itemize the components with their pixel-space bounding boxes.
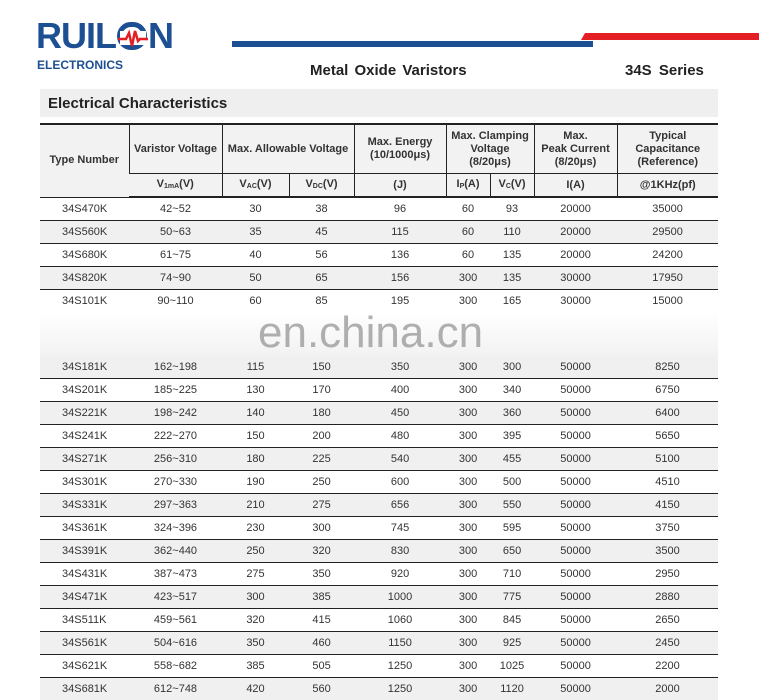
unit-vdc: $V_{DC}(V)$ (289, 174, 354, 198)
cell-energy: 156 (354, 267, 446, 290)
cell-type-number: 34S820K (40, 267, 129, 290)
header-stripe-red (590, 33, 759, 40)
cell-vdc: 180 (289, 402, 354, 425)
cell-capacitance: 4510 (617, 471, 718, 494)
cell-ip: 300 (446, 540, 490, 563)
table-row (40, 678, 718, 700)
cell-energy: 350 (354, 356, 446, 379)
section-title: Electrical Characteristics (48, 95, 227, 112)
cell-peak-current: 50000 (534, 448, 617, 471)
cell-peak-current: 50000 (534, 517, 617, 540)
cell-energy: 195 (354, 290, 446, 313)
cell-varistor-voltage: 387~473 (129, 563, 222, 586)
cell-vdc: 200 (289, 425, 354, 448)
watermark: en.china.cn (258, 308, 483, 358)
cell-vdc: 415 (289, 609, 354, 632)
cell-vc: 300 (490, 356, 534, 379)
cell-ip: 300 (446, 402, 490, 425)
cell-varistor-voltage: 185~225 (129, 379, 222, 402)
table-header-row (40, 124, 718, 174)
cell-energy: 1000 (354, 586, 446, 609)
cell-capacitance: 2880 (617, 586, 718, 609)
cell-varistor-voltage: 222~270 (129, 425, 222, 448)
cell-capacitance: 4150 (617, 494, 718, 517)
cell-varistor-voltage: 324~396 (129, 517, 222, 540)
cell-type-number: 34S241K (40, 425, 129, 448)
cell-type-number: 34S511K (40, 609, 129, 632)
cell-peak-current: 50000 (534, 425, 617, 448)
cell-energy: 480 (354, 425, 446, 448)
cell-vac: 320 (222, 609, 289, 632)
cell-ip: 300 (446, 356, 490, 379)
cell-varistor-voltage: 504~616 (129, 632, 222, 655)
cell-peak-current: 50000 (534, 563, 617, 586)
brand-text-part2: N (148, 18, 173, 54)
cell-vc: 340 (490, 379, 534, 402)
header-max-energy (354, 124, 446, 174)
table-row (40, 356, 718, 379)
cell-vdc: 300 (289, 517, 354, 540)
cell-ip: 300 (446, 267, 490, 290)
cell-ip: 300 (446, 655, 490, 678)
cell-vac: 250 (222, 540, 289, 563)
header-clamping-line3: (8/20μs) (447, 156, 534, 169)
header-max-peak-current (534, 124, 617, 174)
header-peak-line1: Max. (535, 130, 617, 143)
cell-vdc: 350 (289, 563, 354, 586)
cell-vdc: 170 (289, 379, 354, 402)
cell-ip: 300 (446, 425, 490, 448)
cell-energy: 96 (354, 197, 446, 221)
cell-ip: 300 (446, 609, 490, 632)
cell-vac: 180 (222, 448, 289, 471)
brand-wordmark (36, 18, 173, 54)
header-typical-capacitance (617, 124, 718, 174)
unit-ip: $I_P(A)$ (446, 174, 490, 198)
header-peak-line2: Peak Current (535, 143, 617, 156)
header-max-energy-line2: (10/1000μs) (355, 149, 446, 162)
cell-type-number: 34S561K (40, 632, 129, 655)
cell-vac: 275 (222, 563, 289, 586)
cell-varistor-voltage: 50~63 (129, 221, 222, 244)
cell-energy: 745 (354, 517, 446, 540)
brand-text-part1: RUIL (36, 18, 116, 54)
cell-capacitance: 2450 (617, 632, 718, 655)
cell-vac: 385 (222, 655, 289, 678)
cell-type-number: 34S471K (40, 586, 129, 609)
cell-peak-current: 20000 (534, 197, 617, 221)
electrical-characteristics-table (40, 123, 718, 700)
table-row (40, 494, 718, 517)
cell-ip: 300 (446, 632, 490, 655)
cell-vac: 190 (222, 471, 289, 494)
header-stripe-blue (232, 41, 580, 47)
cell-varistor-voltage: 270~330 (129, 471, 222, 494)
cell-type-number: 34S560K (40, 221, 129, 244)
cell-type-number: 34S181K (40, 356, 129, 379)
cell-vc: 1025 (490, 655, 534, 678)
cell-ip: 300 (446, 471, 490, 494)
cell-peak-current: 50000 (534, 494, 617, 517)
cell-vdc: 85 (289, 290, 354, 313)
cell-varistor-voltage: 74~90 (129, 267, 222, 290)
cell-vdc: 45 (289, 221, 354, 244)
cell-peak-current: 50000 (534, 471, 617, 494)
cell-vac: 130 (222, 379, 289, 402)
cell-vc: 650 (490, 540, 534, 563)
cell-ip: 60 (446, 221, 490, 244)
cell-vdc: 320 (289, 540, 354, 563)
brand-logo (36, 18, 173, 72)
cell-vc: 710 (490, 563, 534, 586)
cell-capacitance: 2950 (617, 563, 718, 586)
cell-type-number: 34S621K (40, 655, 129, 678)
cell-vc: 845 (490, 609, 534, 632)
table-row (40, 448, 718, 471)
cell-energy: 1250 (354, 655, 446, 678)
header-type-number: Type Number (40, 124, 129, 197)
cell-vc: 135 (490, 267, 534, 290)
cell-vc: 360 (490, 402, 534, 425)
header-clamping-line2: Voltage (447, 143, 534, 156)
table-row (40, 609, 718, 632)
cell-varistor-voltage: 162~198 (129, 356, 222, 379)
cell-type-number: 34S391K (40, 540, 129, 563)
series-title: 34S Series (625, 62, 704, 79)
cell-vdc: 560 (289, 678, 354, 700)
cell-vac: 420 (222, 678, 289, 700)
header-max-clamping-voltage (446, 124, 534, 174)
cell-capacitance: 2200 (617, 655, 718, 678)
cell-vdc: 505 (289, 655, 354, 678)
cell-vdc: 225 (289, 448, 354, 471)
unit-capacitance: @1KHz(pf) (617, 174, 718, 198)
table-row (40, 655, 718, 678)
cell-vc: 395 (490, 425, 534, 448)
cell-ip: 300 (446, 290, 490, 313)
cell-vac: 30 (222, 197, 289, 221)
cell-vc: 500 (490, 471, 534, 494)
cell-energy: 115 (354, 221, 446, 244)
cell-energy: 136 (354, 244, 446, 267)
cell-vac: 210 (222, 494, 289, 517)
cell-vc: 93 (490, 197, 534, 221)
cell-energy: 540 (354, 448, 446, 471)
cell-peak-current: 50000 (534, 655, 617, 678)
header-max-energy-line1: Max. Energy (355, 136, 446, 149)
cell-vdc: 460 (289, 632, 354, 655)
table-row (40, 244, 718, 267)
header-cap-line1: Typical (618, 130, 719, 143)
cell-type-number: 34S470K (40, 197, 129, 221)
table-row (40, 517, 718, 540)
cell-vac: 300 (222, 586, 289, 609)
table-units-row (40, 174, 718, 198)
cell-vc: 110 (490, 221, 534, 244)
cell-peak-current: 20000 (534, 244, 617, 267)
cell-type-number: 34S361K (40, 517, 129, 540)
cell-energy: 830 (354, 540, 446, 563)
header-cap-line2: Capacitance (618, 143, 719, 156)
unit-vc: $V_C(V)$ (490, 174, 534, 198)
cell-vdc: 65 (289, 267, 354, 290)
table-row (40, 540, 718, 563)
cell-energy: 400 (354, 379, 446, 402)
table-row (40, 471, 718, 494)
cell-capacitance: 29500 (617, 221, 718, 244)
cell-peak-current: 30000 (534, 267, 617, 290)
cell-capacitance: 8250 (617, 356, 718, 379)
cell-varistor-voltage: 256~310 (129, 448, 222, 471)
cell-vac: 150 (222, 425, 289, 448)
cell-vc: 550 (490, 494, 534, 517)
cell-type-number: 34S301K (40, 471, 129, 494)
cell-type-number: 34S680K (40, 244, 129, 267)
cell-vc: 455 (490, 448, 534, 471)
cell-type-number: 34S221K (40, 402, 129, 425)
cell-vdc: 275 (289, 494, 354, 517)
header-max-allowable-voltage: Max. Allowable Voltage (222, 124, 354, 174)
cell-peak-current: 50000 (534, 586, 617, 609)
table-row (40, 586, 718, 609)
cell-varistor-voltage: 362~440 (129, 540, 222, 563)
table-row (40, 563, 718, 586)
cell-capacitance: 2000 (617, 678, 718, 700)
cell-vc: 925 (490, 632, 534, 655)
unit-v1ma: $V_{1mA}(V)$ (129, 174, 222, 198)
cell-peak-current: 50000 (534, 609, 617, 632)
cell-ip: 300 (446, 448, 490, 471)
cell-ip: 300 (446, 379, 490, 402)
cell-vc: 595 (490, 517, 534, 540)
cell-capacitance: 3750 (617, 517, 718, 540)
cell-ip: 60 (446, 197, 490, 221)
unit-energy: (J) (354, 174, 446, 198)
cell-energy: 1150 (354, 632, 446, 655)
cell-capacitance: 5650 (617, 425, 718, 448)
cell-vdc: 56 (289, 244, 354, 267)
cell-peak-current: 50000 (534, 379, 617, 402)
header-varistor-voltage: Varistor Voltage (129, 124, 222, 174)
cell-vdc: 150 (289, 356, 354, 379)
cell-type-number: 34S331K (40, 494, 129, 517)
table-row (40, 267, 718, 290)
table-row (40, 221, 718, 244)
unit-peak-current: I(A) (534, 174, 617, 198)
cell-peak-current: 20000 (534, 221, 617, 244)
cell-vc: 165 (490, 290, 534, 313)
heartbeat-icon (117, 22, 147, 50)
cell-varistor-voltage: 558~682 (129, 655, 222, 678)
cell-type-number: 34S271K (40, 448, 129, 471)
cell-ip: 300 (446, 678, 490, 700)
cell-varistor-voltage: 198~242 (129, 402, 222, 425)
cell-varistor-voltage: 297~363 (129, 494, 222, 517)
unit-vac: $V_{AC}(V)$ (222, 174, 289, 198)
cell-ip: 60 (446, 244, 490, 267)
cell-ip: 300 (446, 517, 490, 540)
cell-capacitance: 15000 (617, 290, 718, 313)
table-row (40, 632, 718, 655)
cell-vac: 230 (222, 517, 289, 540)
cell-type-number: 34S681K (40, 678, 129, 700)
cell-peak-current: 50000 (534, 356, 617, 379)
cell-vdc: 385 (289, 586, 354, 609)
cell-vdc: 250 (289, 471, 354, 494)
cell-capacitance: 17950 (617, 267, 718, 290)
cell-peak-current: 50000 (534, 402, 617, 425)
cell-peak-current: 50000 (534, 678, 617, 700)
document-title: Metal Oxide Varistors (310, 62, 467, 79)
brand-subtitle: ELECTRONICS (37, 58, 173, 72)
cell-vac: 115 (222, 356, 289, 379)
cell-varistor-voltage: 90~110 (129, 290, 222, 313)
header-cap-line3: (Reference) (618, 156, 719, 169)
cell-type-number: 34S431K (40, 563, 129, 586)
cell-varistor-voltage: 423~517 (129, 586, 222, 609)
cell-capacitance: 3500 (617, 540, 718, 563)
cell-vac: 350 (222, 632, 289, 655)
cell-capacitance: 2650 (617, 609, 718, 632)
cell-varistor-voltage: 42~52 (129, 197, 222, 221)
cell-energy: 920 (354, 563, 446, 586)
cell-energy: 450 (354, 402, 446, 425)
cell-capacitance: 5100 (617, 448, 718, 471)
table-row (40, 425, 718, 448)
cell-vc: 1120 (490, 678, 534, 700)
table-row (40, 197, 718, 221)
header-peak-line3: (8/20μs) (535, 156, 617, 169)
cell-vdc: 38 (289, 197, 354, 221)
cell-vac: 40 (222, 244, 289, 267)
cell-capacitance: 6400 (617, 402, 718, 425)
cell-varistor-voltage: 61~75 (129, 244, 222, 267)
cell-ip: 300 (446, 563, 490, 586)
cell-capacitance: 35000 (617, 197, 718, 221)
cell-energy: 600 (354, 471, 446, 494)
cell-energy: 1250 (354, 678, 446, 700)
cell-peak-current: 30000 (534, 290, 617, 313)
cell-varistor-voltage: 459~561 (129, 609, 222, 632)
cell-vc: 135 (490, 244, 534, 267)
table-row (40, 379, 718, 402)
cell-energy: 1060 (354, 609, 446, 632)
cell-type-number: 34S201K (40, 379, 129, 402)
cell-vac: 140 (222, 402, 289, 425)
cell-ip: 300 (446, 494, 490, 517)
cell-energy: 656 (354, 494, 446, 517)
cell-type-number: 34S101K (40, 290, 129, 313)
cell-peak-current: 50000 (534, 540, 617, 563)
table-row (40, 402, 718, 425)
cell-capacitance: 24200 (617, 244, 718, 267)
cell-vac: 35 (222, 221, 289, 244)
cell-vc: 775 (490, 586, 534, 609)
cell-vac: 50 (222, 267, 289, 290)
cell-varistor-voltage: 612~748 (129, 678, 222, 700)
cell-ip: 300 (446, 586, 490, 609)
cell-capacitance: 6750 (617, 379, 718, 402)
cell-peak-current: 50000 (534, 632, 617, 655)
header-clamping-line1: Max. Clamping (447, 130, 534, 143)
cell-vac: 60 (222, 290, 289, 313)
